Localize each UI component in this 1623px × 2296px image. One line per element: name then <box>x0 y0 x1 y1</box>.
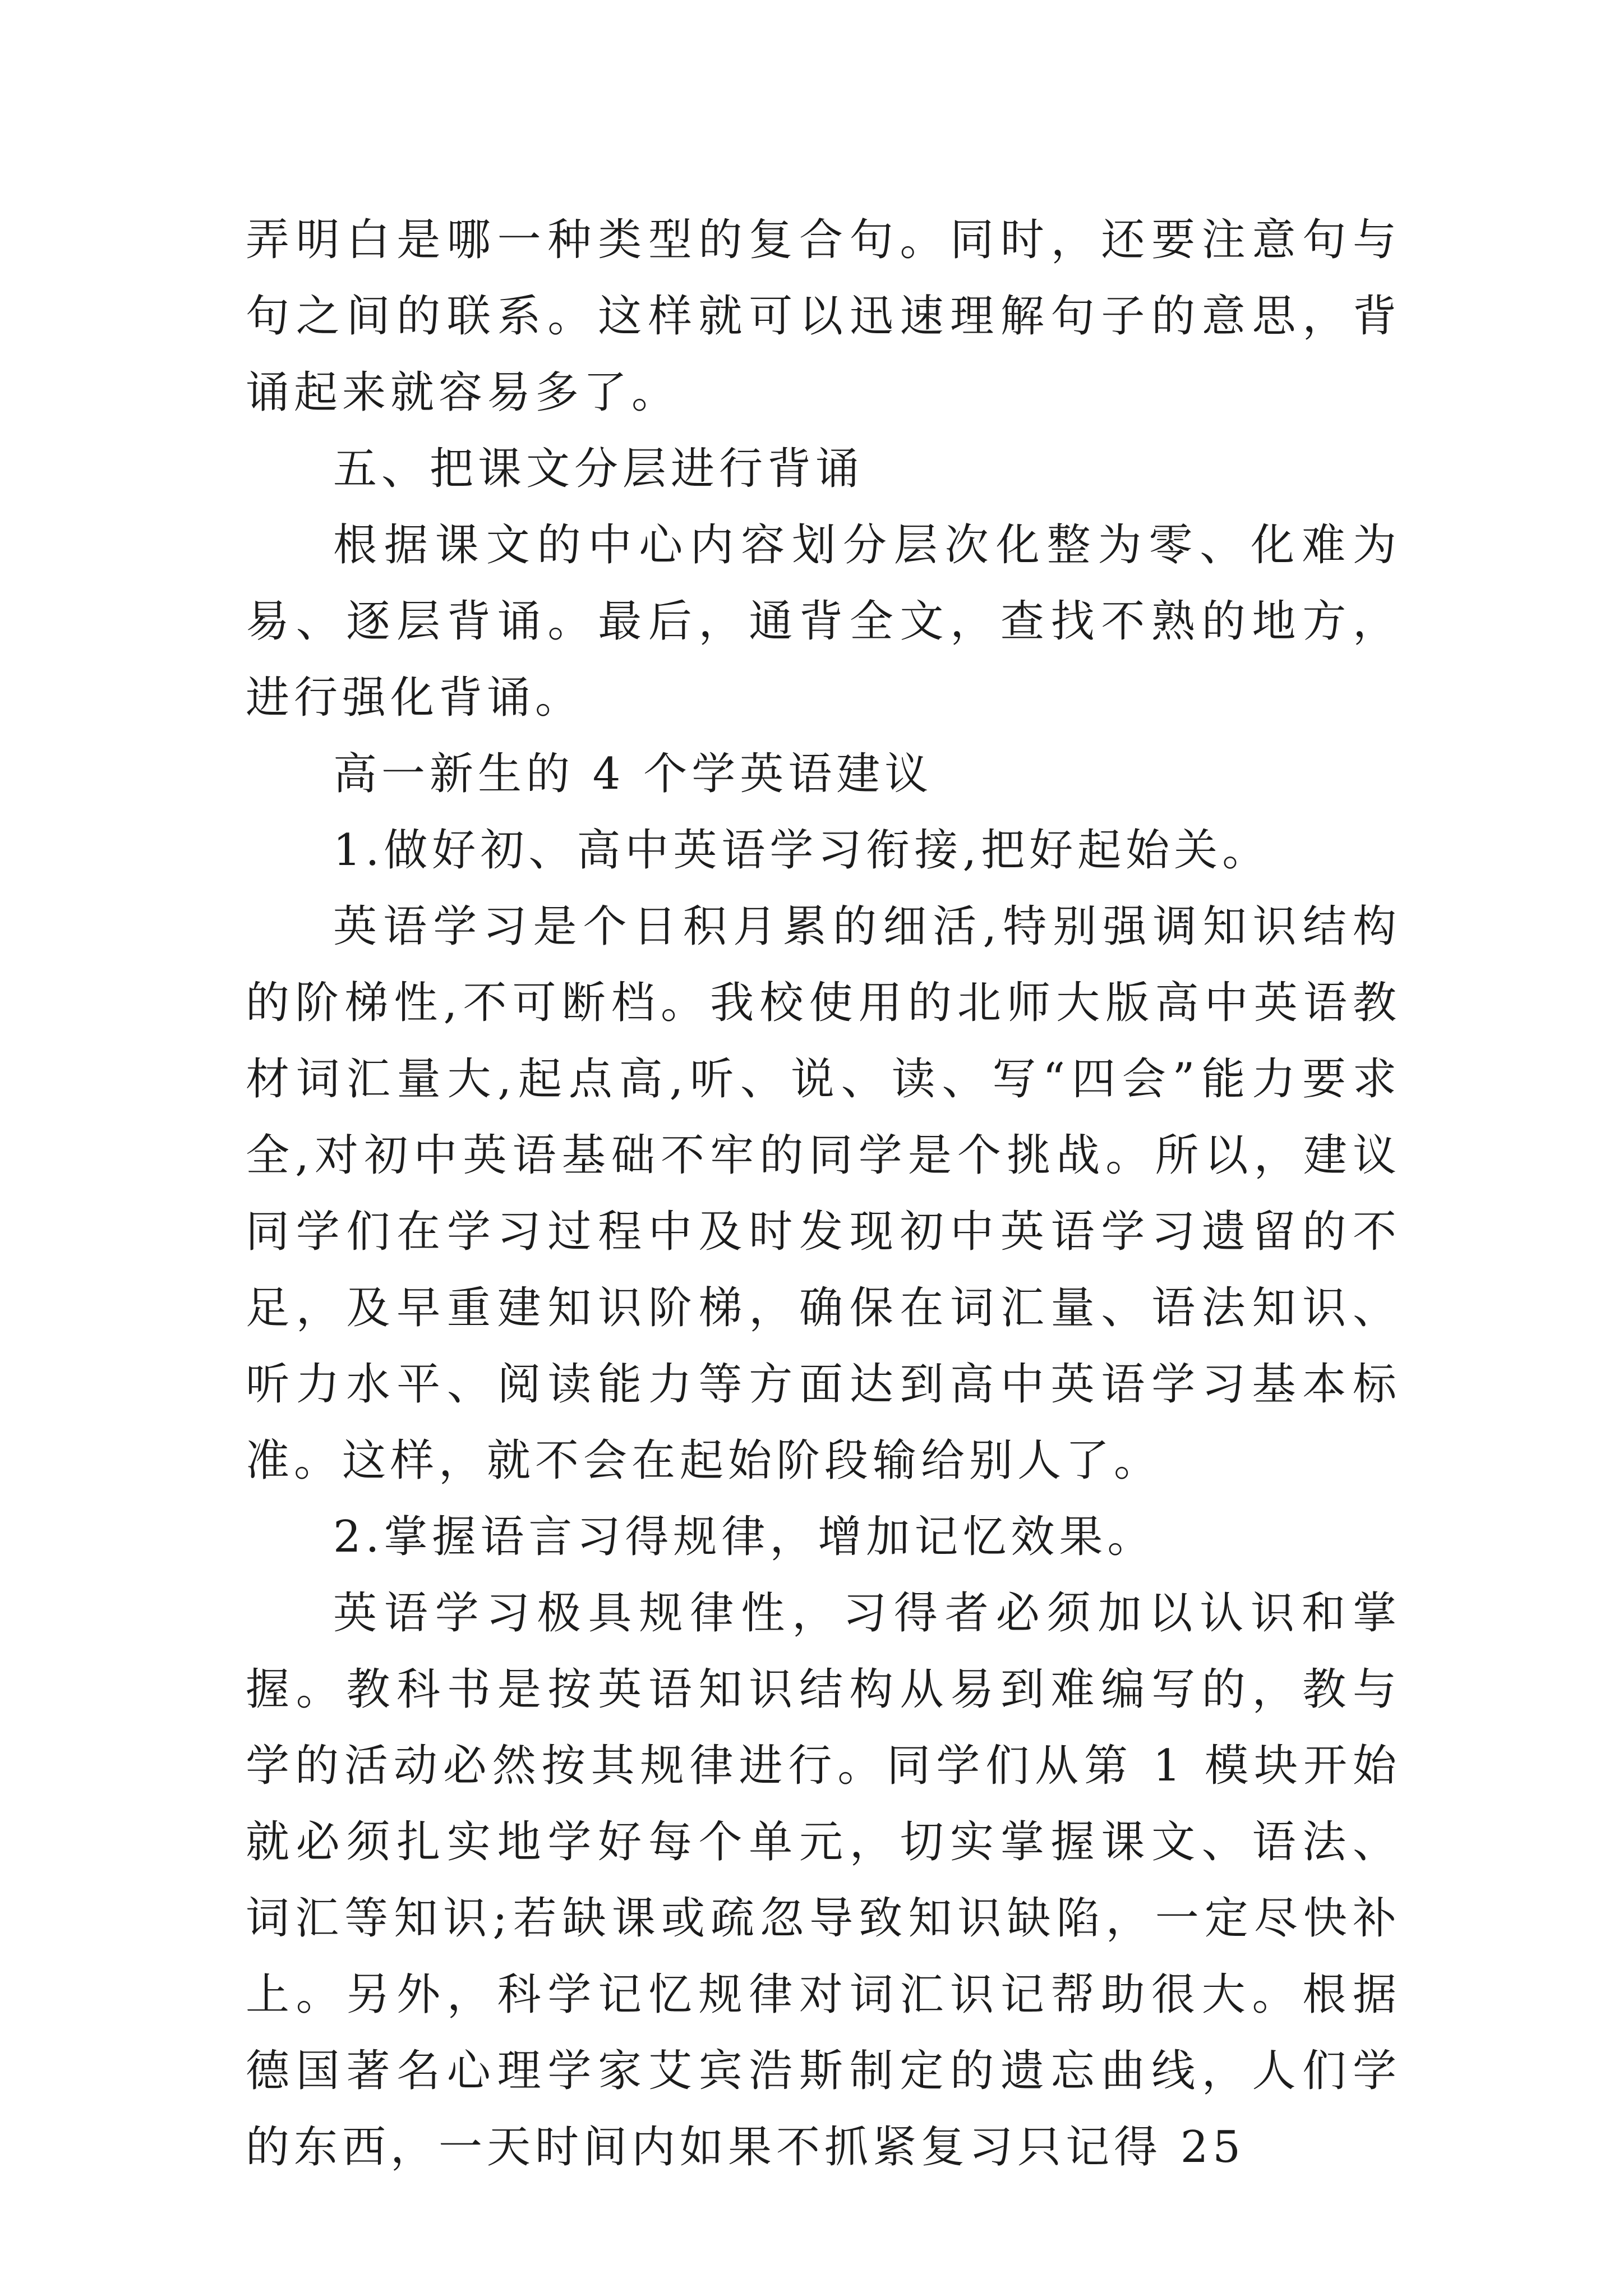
document-body <box>246 202 1401 2185</box>
section-heading-english-tips: 高一新生的 4 个学英语建议 <box>333 749 933 799</box>
paragraph-layered-recitation: 根据课文的中心内容划分层次化整为零、化难为易、逐层背诵。最后，通背全文，查找不熟的地方，进行强化背诵。 <box>246 520 1401 723</box>
tip-paragraph-2: 英语学习极具规律性，习得者必须加以认识和掌握。教科书是按英语知识结构从易到难编写的，教与学的活动必然按其规律进行。同学们从第 1 模块开始就必须扎实地学好每个单元，切实掌握课文、语法、词汇等知识;若缺课或疏忽导致知识缺陷，一定尽快补上。另外，科学记忆规律对词汇识记帮助很大。根据德国著名心理学家艾宾浩斯制定的遗忘曲线，人们学的东西，一天时间内如果不抓紧复习只记得 25 <box>246 1588 1401 2173</box>
tip-paragraph-1: 英语学习是个日积月累的细活,特别强调知识结构的阶梯性,不可断档。我校使用的北师大版高中英语教材词汇量大,起点高,听、说、读、写“四会”能力要求全,对初中英语基础不牢的同学是个挑战。所以，建议同学们在学习过程中及时发现初中英语学习遗留的不足，及早重建知识阶梯，确保在词汇量、语法知识、听力水平、阅读能力等方面达到高中英语学习基本标准。这样，就不会在起始阶段输给别人了。 <box>246 901 1401 1486</box>
paragraph-continuation: 弄明白是哪一种类型的复合句。同时，还要注意句与句之间的联系。这样就可以迅速理解句子的意思，背诵起来就容易多了。 <box>246 215 1401 418</box>
section-heading-five: 五、把课文分层进行背诵 <box>333 444 864 494</box>
tip-heading-2: 2.掌握语言习得规律，增加记忆效果。 <box>333 1512 1156 1562</box>
tip-heading-1: 1.做好初、高中英语学习衔接,把好起始关。 <box>333 825 1271 876</box>
